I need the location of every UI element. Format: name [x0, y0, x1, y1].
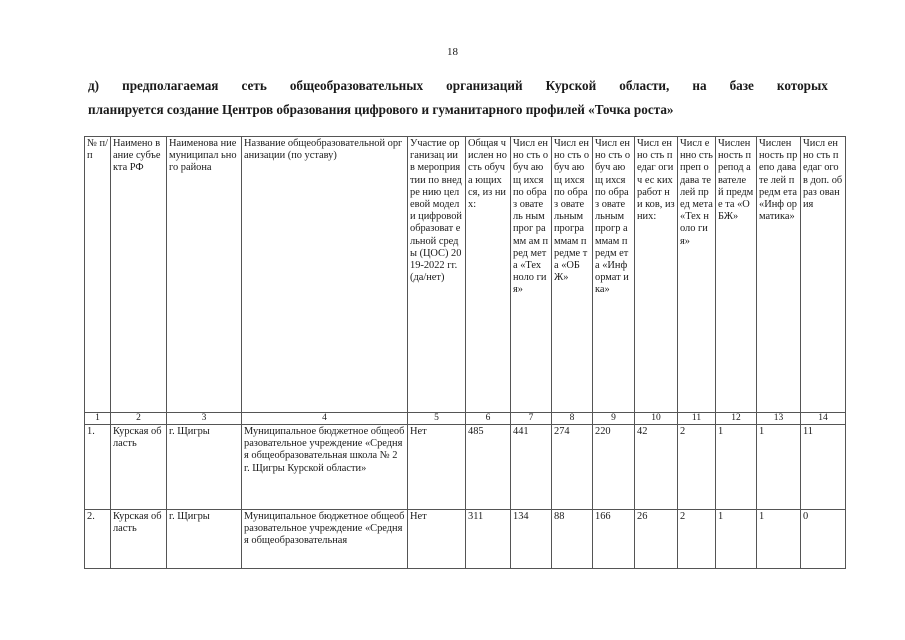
heading-word: Курской [545, 78, 597, 93]
table-cell: 311 [466, 510, 511, 569]
header-cell: № п/п [85, 137, 111, 413]
header-cell: Числен ность препод авателе й предме та «ОБЖ» [716, 137, 757, 413]
table-cell: 134 [511, 510, 552, 569]
schools-table [84, 136, 846, 569]
index-cell: 7 [511, 413, 552, 425]
table-cell: 2 [678, 425, 716, 510]
index-cell: 9 [593, 413, 635, 425]
table-cell: г. Щигры [167, 425, 242, 510]
index-cell: 11 [678, 413, 716, 425]
index-cell: 1 [85, 413, 111, 425]
table-cell: 1 [757, 510, 801, 569]
page-number: 18 [447, 46, 458, 58]
header-cell: Числ енно сть обуч ающ ихся по образ овате льным програ ммам предме та «ОБЖ» [552, 137, 593, 413]
index-cell: 10 [635, 413, 678, 425]
table-cell: 26 [635, 510, 678, 569]
heading-word: базе [729, 78, 754, 93]
header-cell: Числ енно сть обуч ающ ихся по образ овате льным прогр аммам предм ета «Инф ормат ика» [593, 137, 635, 413]
heading-word: предполагаемая [122, 78, 219, 93]
heading-word: на [692, 78, 707, 93]
table-cell: 274 [552, 425, 593, 510]
heading-line-2: планируется создание Центров образования цифрового и гуманитарного профилей «Точка роста» [88, 102, 674, 117]
table-cell: 2 [678, 510, 716, 569]
table-cell: 166 [593, 510, 635, 569]
header-cell: Участие организац ии в мероприя тии по внедре нию целевой модели цифровой образоват ельной среды (ЦОС) 2019-2022 гг. (да/нет) [408, 137, 466, 413]
table-cell: Курская область [111, 425, 167, 510]
index-cell: 5 [408, 413, 466, 425]
table-cell: 1. [85, 425, 111, 510]
table-header-row [85, 137, 846, 413]
table-cell: 11 [801, 425, 846, 510]
table-cell: 0 [801, 510, 846, 569]
heading-word: д) [88, 78, 100, 93]
index-cell: 6 [466, 413, 511, 425]
table-cell: Нет [408, 510, 466, 569]
header-cell: Числ енно сть педаг огов доп. образ ован ия [801, 137, 846, 413]
column-index-row [85, 413, 846, 425]
section-heading [88, 74, 828, 122]
index-cell: 14 [801, 413, 846, 425]
table-cell: Нет [408, 425, 466, 510]
index-cell: 3 [167, 413, 242, 425]
table-cell: 441 [511, 425, 552, 510]
index-cell: 4 [242, 413, 408, 425]
table-cell: Курская область [111, 510, 167, 569]
heading-word: области, [619, 78, 670, 93]
table-cell: 1 [716, 510, 757, 569]
table-cell: г. Щигры [167, 510, 242, 569]
table-cell: 1 [757, 425, 801, 510]
table-cell: Муниципальное бюджетное общеобразовательное учреждение «Средняя общеобразовательная школа № 2 г. Щигры Курской области» [242, 425, 408, 510]
heading-word: организаций [446, 78, 523, 93]
index-cell: 2 [111, 413, 167, 425]
heading-word: которых [776, 78, 828, 93]
header-cell: Числ енно сть преп одава телей пред мета «Тех ноло гия» [678, 137, 716, 413]
heading-word: общеобразовательных [289, 78, 424, 93]
index-cell: 13 [757, 413, 801, 425]
heading-word: сеть [241, 78, 267, 93]
table-cell: 485 [466, 425, 511, 510]
table-cell: 1 [716, 425, 757, 510]
header-cell: Числ енно сть педаг огич ес ких работ ни ков, из них: [635, 137, 678, 413]
header-cell: Наимено вание субъекта РФ [111, 137, 167, 413]
table-cell: 88 [552, 510, 593, 569]
index-cell: 12 [716, 413, 757, 425]
index-cell: 8 [552, 413, 593, 425]
table-cell: 42 [635, 425, 678, 510]
table-cell: Муниципальное бюджетное общеобразовательное учреждение «Средняя общеобразовательная [242, 510, 408, 569]
header-cell: Наименова ние муниципал ьного района [167, 137, 242, 413]
table-row [85, 510, 846, 569]
header-cell: Числен ность препо давате лей предм ета «Инф орматика» [757, 137, 801, 413]
table-row [85, 425, 846, 510]
table-cell: 2. [85, 510, 111, 569]
header-cell: Общая числен ность обуча ющих ся, из них: [466, 137, 511, 413]
table-cell: 220 [593, 425, 635, 510]
heading-line-1 [88, 74, 828, 98]
header-cell: Название общеобразовательной организации (по уставу) [242, 137, 408, 413]
header-cell: Числ енно сть обуч ающ ихся по образ овате ль ным прог рамм ам пред мета «Тех ноло гия» [511, 137, 552, 413]
